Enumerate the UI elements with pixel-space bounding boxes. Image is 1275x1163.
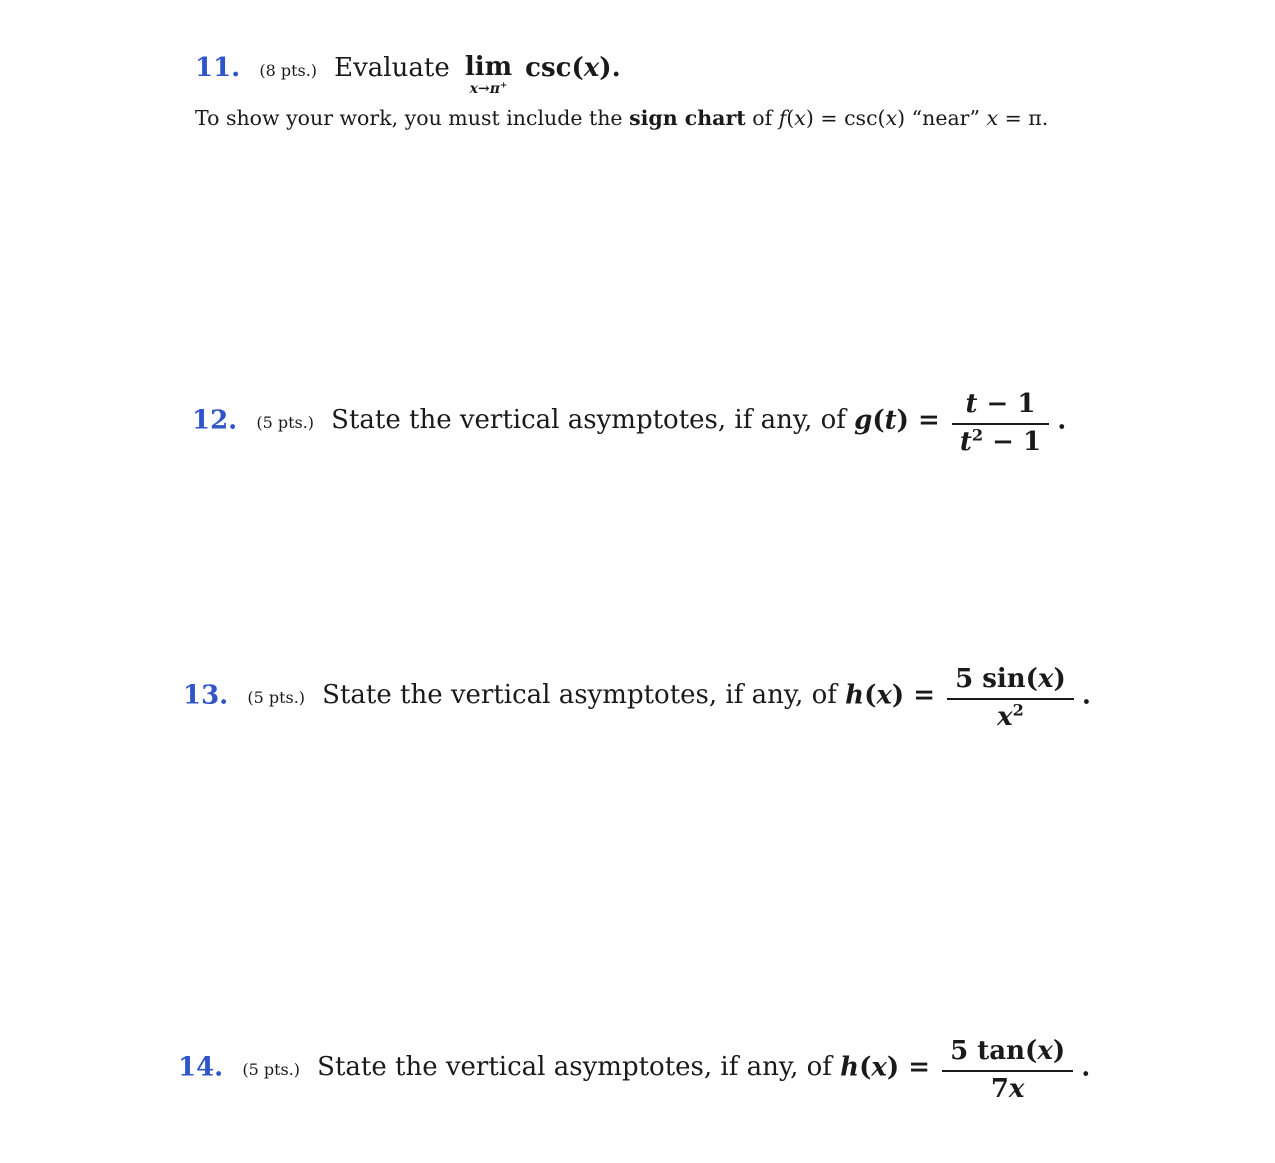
points-label: (5 pts.): [242, 1060, 301, 1080]
text-run: State the vertical asymptotes, if any, of: [322, 680, 846, 711]
points-label: (8 pts.): [259, 61, 318, 80]
text-run: x: [794, 106, 806, 130]
fraction-numerator: [947, 665, 1074, 700]
text-run: − 1: [983, 426, 1042, 457]
text-run: − 1: [977, 389, 1036, 419]
text-run: x: [997, 701, 1013, 732]
text-run: h: [845, 680, 865, 711]
text-run: of: [745, 106, 779, 130]
text-run: ) =: [896, 405, 949, 436]
text-run: To show your work, you must include the: [195, 106, 630, 130]
statement-text: [317, 1052, 840, 1082]
text-run: csc(: [525, 53, 584, 83]
text-run: →: [477, 81, 490, 97]
text-run: ) “near”: [897, 106, 987, 130]
text-run: t: [884, 405, 897, 436]
limit-expression: [525, 53, 620, 83]
text-run: x: [876, 680, 892, 711]
text-run: ) =: [891, 680, 945, 711]
text-run: = π.: [998, 106, 1049, 130]
text-run: 5 tan(: [950, 1036, 1038, 1066]
text-run: 7: [990, 1073, 1009, 1104]
text-run: x: [1008, 1073, 1025, 1104]
text-run: x: [1037, 664, 1054, 694]
text-run: sign chart: [629, 106, 746, 130]
function-expression: [840, 1052, 939, 1082]
text-run: x: [885, 106, 898, 130]
text-run: (: [786, 106, 795, 130]
text-run: h: [840, 1052, 860, 1083]
problem-12: [192, 390, 1066, 458]
text-run: ).: [599, 53, 621, 83]
fraction-numerator: [952, 390, 1049, 425]
problem-11: [195, 52, 1048, 130]
text-run: ): [1053, 664, 1066, 694]
text-run: x: [986, 106, 999, 130]
fraction-denominator: [952, 425, 1049, 458]
text-run: 2: [1012, 700, 1024, 720]
problem-14: [178, 1037, 1090, 1105]
work-instruction-note: [195, 106, 1048, 130]
limit-operator: lim: [464, 52, 513, 82]
text-run: f: [778, 106, 787, 130]
text-run: (: [864, 680, 877, 711]
text-run: 5 sin(: [955, 664, 1038, 694]
problem-number: 13.: [183, 680, 229, 711]
text-run: t: [959, 426, 972, 457]
statement-text: [334, 53, 450, 83]
points-label: (5 pts.): [247, 688, 306, 708]
problem-number: 11.: [195, 53, 241, 83]
fraction-denominator: [947, 700, 1074, 733]
sentence-period: .: [1081, 1052, 1091, 1083]
text-run: State the vertical asymptotes, if any, of: [317, 1052, 841, 1083]
sentence-period: .: [1057, 405, 1067, 436]
limit-subscript: [465, 82, 512, 96]
fraction: [942, 1037, 1073, 1105]
sentence-period: .: [1081, 680, 1091, 711]
text-run: x: [1037, 1036, 1053, 1066]
text-run: 2: [971, 425, 984, 445]
function-expression: [845, 680, 944, 710]
statement-text: [331, 405, 854, 435]
function-expression: [854, 405, 949, 435]
fraction-numerator: [942, 1037, 1073, 1072]
text-run: (: [859, 1052, 872, 1083]
text-run: ): [1052, 1036, 1066, 1066]
text-run: x: [469, 81, 478, 97]
text-run: x: [583, 53, 600, 83]
limit-construct: [465, 52, 512, 96]
problem-number: 14.: [178, 1052, 224, 1083]
problem-13: [183, 665, 1091, 733]
points-label: (5 pts.): [256, 413, 315, 433]
text-run: Evaluate: [334, 53, 450, 83]
fraction-denominator: [942, 1072, 1073, 1105]
text-run: t: [965, 389, 978, 419]
text-run: ) =: [886, 1052, 940, 1083]
text-run: x: [871, 1052, 887, 1083]
text-run: State the vertical asymptotes, if any, of: [331, 405, 855, 436]
text-run: π: [489, 81, 500, 97]
text-run: +: [499, 80, 508, 91]
text-run: (: [872, 405, 885, 436]
statement-text: [322, 680, 845, 710]
fraction: [952, 390, 1049, 458]
fraction: [947, 665, 1074, 733]
problem-11-statement-line: [195, 52, 1048, 96]
problem-number: 12.: [192, 405, 238, 436]
text-run: ) = csc(: [805, 106, 886, 130]
text-run: g: [854, 405, 873, 436]
